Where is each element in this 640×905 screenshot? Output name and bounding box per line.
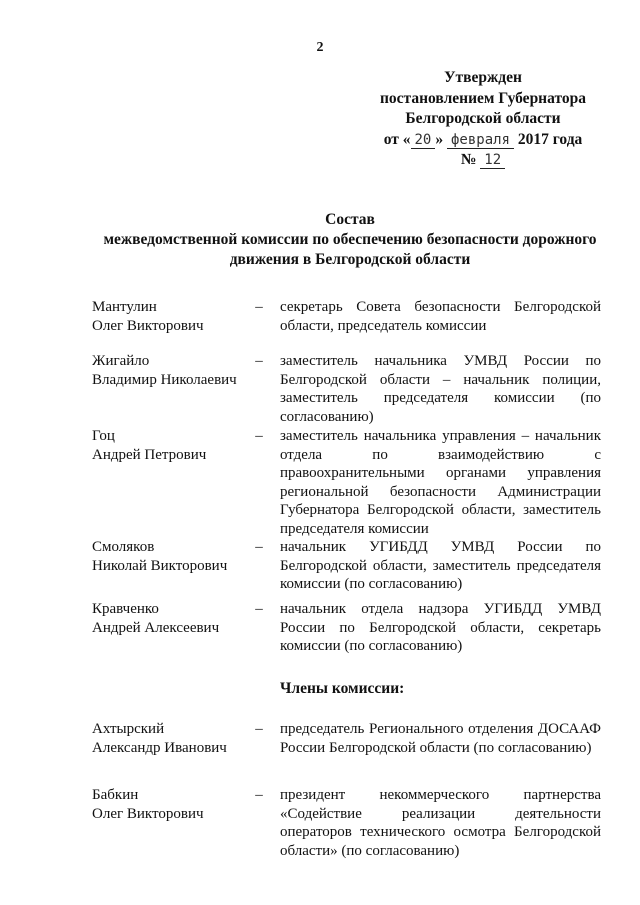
- member-name: [92, 427, 252, 464]
- separator-dash: –: [255, 601, 263, 617]
- title-line-3: движения в Белгородской области: [229, 251, 471, 268]
- member-surname: Гоц: [92, 428, 115, 444]
- approval-number: [368, 150, 598, 171]
- approval-line-1: Утвержден: [444, 69, 522, 86]
- member-role: начальник отдела надзора УГИБДД УМВД России по Белгородской области, секретарь комиссии (по согласованию): [280, 601, 601, 654]
- member-surname: Мантулин: [92, 299, 157, 315]
- separator-dash: –: [255, 721, 263, 737]
- date-month: февраля: [447, 132, 514, 149]
- separator-dash: –: [255, 428, 263, 444]
- title-line-2: межведомственной комиссии по обеспечению безопасности дорожного: [103, 231, 597, 248]
- separator-dash: –: [255, 787, 263, 803]
- member-name: [92, 600, 252, 637]
- member-name: [92, 352, 252, 389]
- member-role: председатель Регионального отделения ДОСААФ России Белгородской области (по согласованию): [280, 721, 601, 756]
- member-given-names: Николай Викторович: [92, 557, 228, 574]
- title-line-1: Состав: [325, 211, 375, 228]
- member-surname: Кравченко: [92, 601, 159, 617]
- date-mid: »: [435, 130, 444, 148]
- member-name: [92, 786, 252, 823]
- member-given-names: Владимир Николаевич: [92, 371, 237, 388]
- page-number: 2: [316, 40, 324, 55]
- member-surname: Смоляков: [92, 539, 155, 555]
- number-prefix: №: [460, 151, 477, 168]
- date-prefix: от «: [383, 130, 411, 148]
- member-surname: Жигайло: [92, 353, 150, 369]
- member-role: начальник УГИБДД УМВД России по Белгородской области, заместитель председателя комиссии (по согласованию): [280, 539, 601, 592]
- approval-line-3: Белгородской области: [405, 110, 561, 127]
- member-name: [92, 298, 252, 335]
- approval-stamp: [368, 68, 598, 171]
- member-given-names: Олег Викторович: [92, 317, 204, 334]
- member-given-names: Олег Викторович: [92, 805, 204, 822]
- member-role: заместитель начальника управления – начальник отдела по взаимодействию с правоохранительными органами управления региональной безопасности Администрации Губернатора Белгородской области, заместитель председателя комиссии: [280, 428, 601, 537]
- member-role: президент некоммерческого партнерства «Содействие реализации деятельности операторов технического осмотра Белгородской области» (по согласованию): [280, 787, 601, 859]
- member-surname: Бабкин: [92, 787, 139, 803]
- approval-line-2: постановлением Губернатора: [380, 89, 586, 107]
- date-day: 20: [411, 132, 436, 149]
- separator-dash: –: [255, 299, 263, 315]
- number-value: 12: [480, 152, 505, 169]
- member-role: заместитель начальника УМВД России по Белгородской области – начальник полиции, заместитель председателя комиссии (по согласованию): [280, 353, 601, 425]
- approval-date: [368, 130, 598, 151]
- member-given-names: Андрей Петрович: [92, 446, 207, 463]
- members-heading: Члены комиссии:: [280, 680, 405, 697]
- member-given-names: Александр Иванович: [92, 739, 227, 756]
- member-role: секретарь Совета безопасности Белгородской области, председатель комиссии: [280, 299, 601, 334]
- separator-dash: –: [255, 539, 263, 555]
- separator-dash: –: [255, 353, 263, 369]
- member-given-names: Андрей Алексеевич: [92, 619, 220, 636]
- date-year: 2017 года: [517, 130, 583, 148]
- member-name: [92, 538, 252, 575]
- document-title: [70, 210, 630, 270]
- member-name: [92, 720, 252, 757]
- member-surname: Ахтырский: [92, 721, 165, 737]
